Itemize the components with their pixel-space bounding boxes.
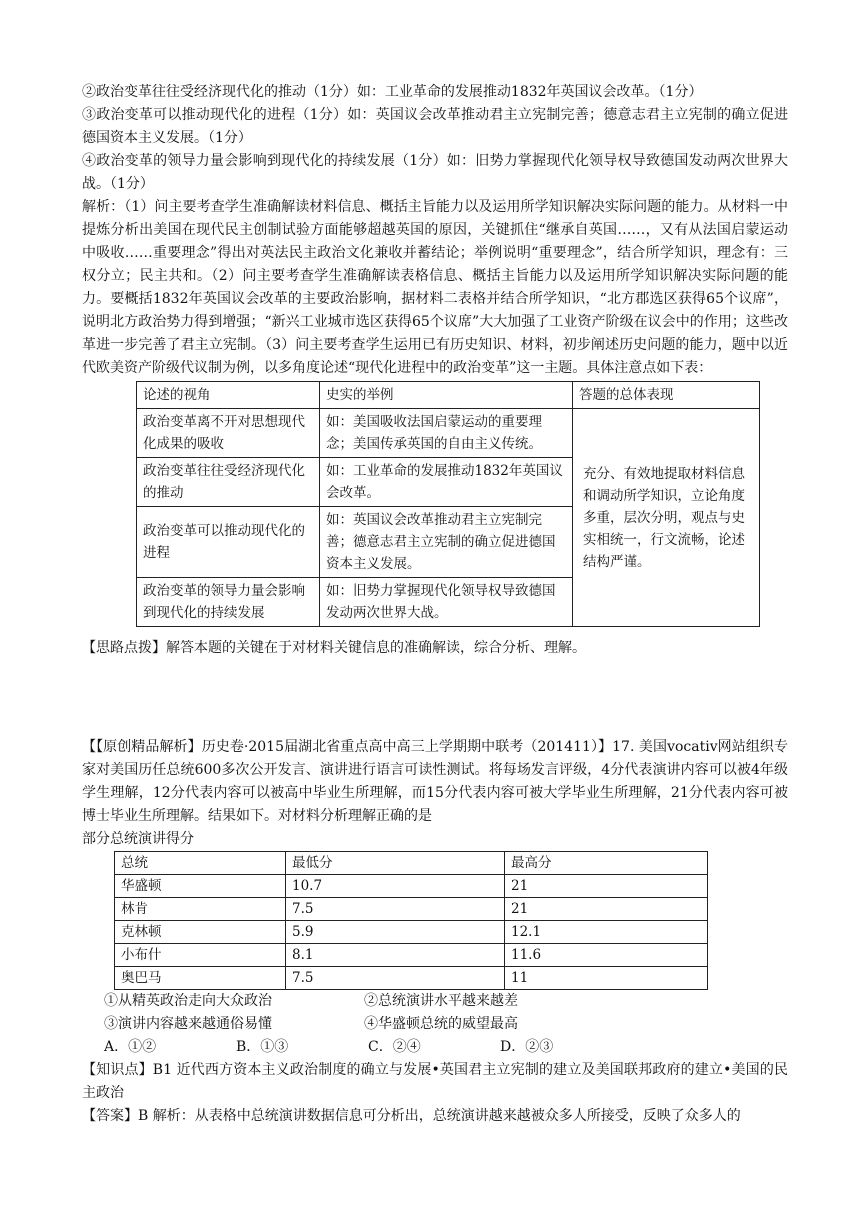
table-row bbox=[115, 967, 708, 990]
choice-b: B．①③ bbox=[236, 1039, 289, 1055]
table-header-cell: 总统 bbox=[115, 852, 286, 875]
table-header-cell: 最高分 bbox=[505, 852, 708, 875]
question-intro: 【【原创精品解析】历史卷·2015届湖北省重点高中高三上学期期中联考（201411）】17. 美国vocativ网站组织专家对美国历任总统600多次公开发言、演讲进行语言可读性测试。将每场发言评级，4分代表演讲内容可以被4年级学生理解，12分代表内容可以被高中毕业生所理解，而15分代表内容可被大学毕业生所理解，21分代表内容可被博士毕业生所理解。结果如下。对材料分析理解正确的是 bbox=[82, 739, 788, 824]
table-row bbox=[137, 409, 760, 458]
president-score-table bbox=[114, 851, 708, 990]
analysis-table bbox=[136, 381, 760, 627]
table-cell: 11 bbox=[505, 967, 708, 990]
document-page bbox=[82, 81, 788, 1128]
table-cell: 小布什 bbox=[115, 944, 286, 967]
table-header-row bbox=[137, 382, 760, 409]
tip-paragraph: 【思路点拨】解答本题的关键在于对材料关键信息的准确解读，综合分析、理解。 bbox=[82, 640, 586, 656]
table-header-row bbox=[115, 852, 708, 875]
table-cell: 克林顿 bbox=[115, 921, 286, 944]
table-cell: 21 bbox=[505, 875, 708, 898]
table-cell-example: 如：英国议会改革推动君主立宪制完善；德意志君主立宪制的确立促进德国资本主义发展。 bbox=[320, 507, 573, 578]
answer-point-4: ④政治变革的领导力量会影响到现代化的持续发展（1分）如：旧势力掌握现代化领导权导致德国发动两次世界大战。（1分） bbox=[82, 153, 788, 192]
table-cell: 7.5 bbox=[286, 898, 505, 921]
table-cell: 7.5 bbox=[286, 967, 505, 990]
option-item: ③演讲内容越来越通俗易懂 bbox=[104, 1016, 272, 1032]
table-cell: 8.1 bbox=[286, 944, 505, 967]
option-item: ④华盛顿总统的威望最高 bbox=[364, 1016, 518, 1032]
table-row bbox=[115, 944, 708, 967]
choice-d: D．②③ bbox=[500, 1039, 554, 1055]
answer-point-3: ③政治变革可以推动现代化的进程（1分）如：英国议会改革推动君主立宪制完善；德意志君主立宪制的确立促进德国资本主义发展。（1分） bbox=[82, 107, 788, 146]
table-cell: 12.1 bbox=[505, 921, 708, 944]
spacer bbox=[82, 660, 788, 736]
knowledge-point: 【知识点】B1 近代西方资本主义政治制度的确立与发展•英国君主立宪制的建立及美国联邦政府的建立•美国的民主政治 bbox=[82, 1062, 788, 1101]
analysis-paragraph: 解析：（1）问主要考查学生准确解读材料信息、概括主旨能力以及运用所学知识解决实际问题的能力。从材料一中提炼分析出美国在现代民主创制试验方面能够超越英国的原因，关键抓住“继承自英国……，又有从法国启蒙运动中吸收……重要理念”得出对英法民主政治文化兼收并蓄结论；举例说明“重要理念”，结合所学知识，理念有：三权分立；民主共和。（2）问主要考查学生准确解读表格信息、概括主旨能力以及运用所学知识解决实际问题的能力。要概括1832年英国议会改革的主要政治影响，据材料二表格并结合所学知识，“北方郡选区获得65个议席”，说明北方政治势力得到增强；“新兴工业城市选区获得65个议席”大大加强了工业资产阶级在议会中的作用；这些改革进一步完善了君主立宪制。（3）问主要考查学生运用已有历史知识、材料，初步阐述历史问题的能力，题中以近代欧美资产阶级代议制为例，以多角度论述“现代化进程中的政治变革”这一主题。具体注意点如下表： bbox=[82, 199, 788, 376]
table-cell-overall: 充分、有效地提取材料信息和调动所学知识，立论角度多重，层次分明，观点与史实相统一，行文流畅，论述结构严谨。 bbox=[573, 409, 760, 627]
table-cell: 华盛顿 bbox=[115, 875, 286, 898]
choice-c: C．②④ bbox=[368, 1039, 421, 1055]
choice-a: A．①② bbox=[104, 1039, 157, 1055]
table-row bbox=[115, 875, 708, 898]
table-header-cell: 最低分 bbox=[286, 852, 505, 875]
option-item: ②总统演讲水平越来越差 bbox=[364, 993, 518, 1009]
choice-row bbox=[104, 1036, 788, 1059]
table-cell-angle: 政治变革往往受经济现代化的推动 bbox=[137, 458, 320, 507]
option-item: ①从精英政治走向大众政治 bbox=[104, 993, 272, 1009]
option-row bbox=[104, 990, 788, 1013]
table-cell-example: 如：美国吸收法国启蒙运动的重要理念；美国传承英国的自由主义传统。 bbox=[320, 409, 573, 458]
table-cell-angle: 政治变革可以推动现代化的进程 bbox=[137, 507, 320, 578]
table-cell: 21 bbox=[505, 898, 708, 921]
table-header-cell: 史实的举例 bbox=[320, 382, 573, 409]
table-cell: 10.7 bbox=[286, 875, 505, 898]
table-header-cell: 论述的视角 bbox=[137, 382, 320, 409]
table-header-cell: 答题的总体表现 bbox=[573, 382, 760, 409]
table-cell: 林肯 bbox=[115, 898, 286, 921]
table-cell: 奥巴马 bbox=[115, 967, 286, 990]
table-cell-angle: 政治变革的领导力量会影响到现代化的持续发展 bbox=[137, 578, 320, 627]
table-cell-example: 如：旧势力掌握现代化领导权导致德国发动两次世界大战。 bbox=[320, 578, 573, 627]
table-row bbox=[115, 898, 708, 921]
answer-point-2: ②政治变革往往受经济现代化的推动（1分）如：工业革命的发展推动1832年英国议会改革。（1分） bbox=[82, 84, 703, 100]
answer-paragraph: 【答案】B 解析：从表格中总统演讲数据信息可分析出，总统演讲越来越被众多人所接受，反映了众多人的 bbox=[82, 1108, 741, 1124]
table-cell-angle: 政治变革离不开对思想现代化成果的吸收 bbox=[137, 409, 320, 458]
table-cell: 5.9 bbox=[286, 921, 505, 944]
table-cell: 11.6 bbox=[505, 944, 708, 967]
table-cell-example: 如：工业革命的发展推动1832年英国议会改革。 bbox=[320, 458, 573, 507]
table-row bbox=[115, 921, 708, 944]
option-row bbox=[104, 1013, 788, 1036]
table-caption: 部分总统演讲得分 bbox=[82, 831, 194, 847]
